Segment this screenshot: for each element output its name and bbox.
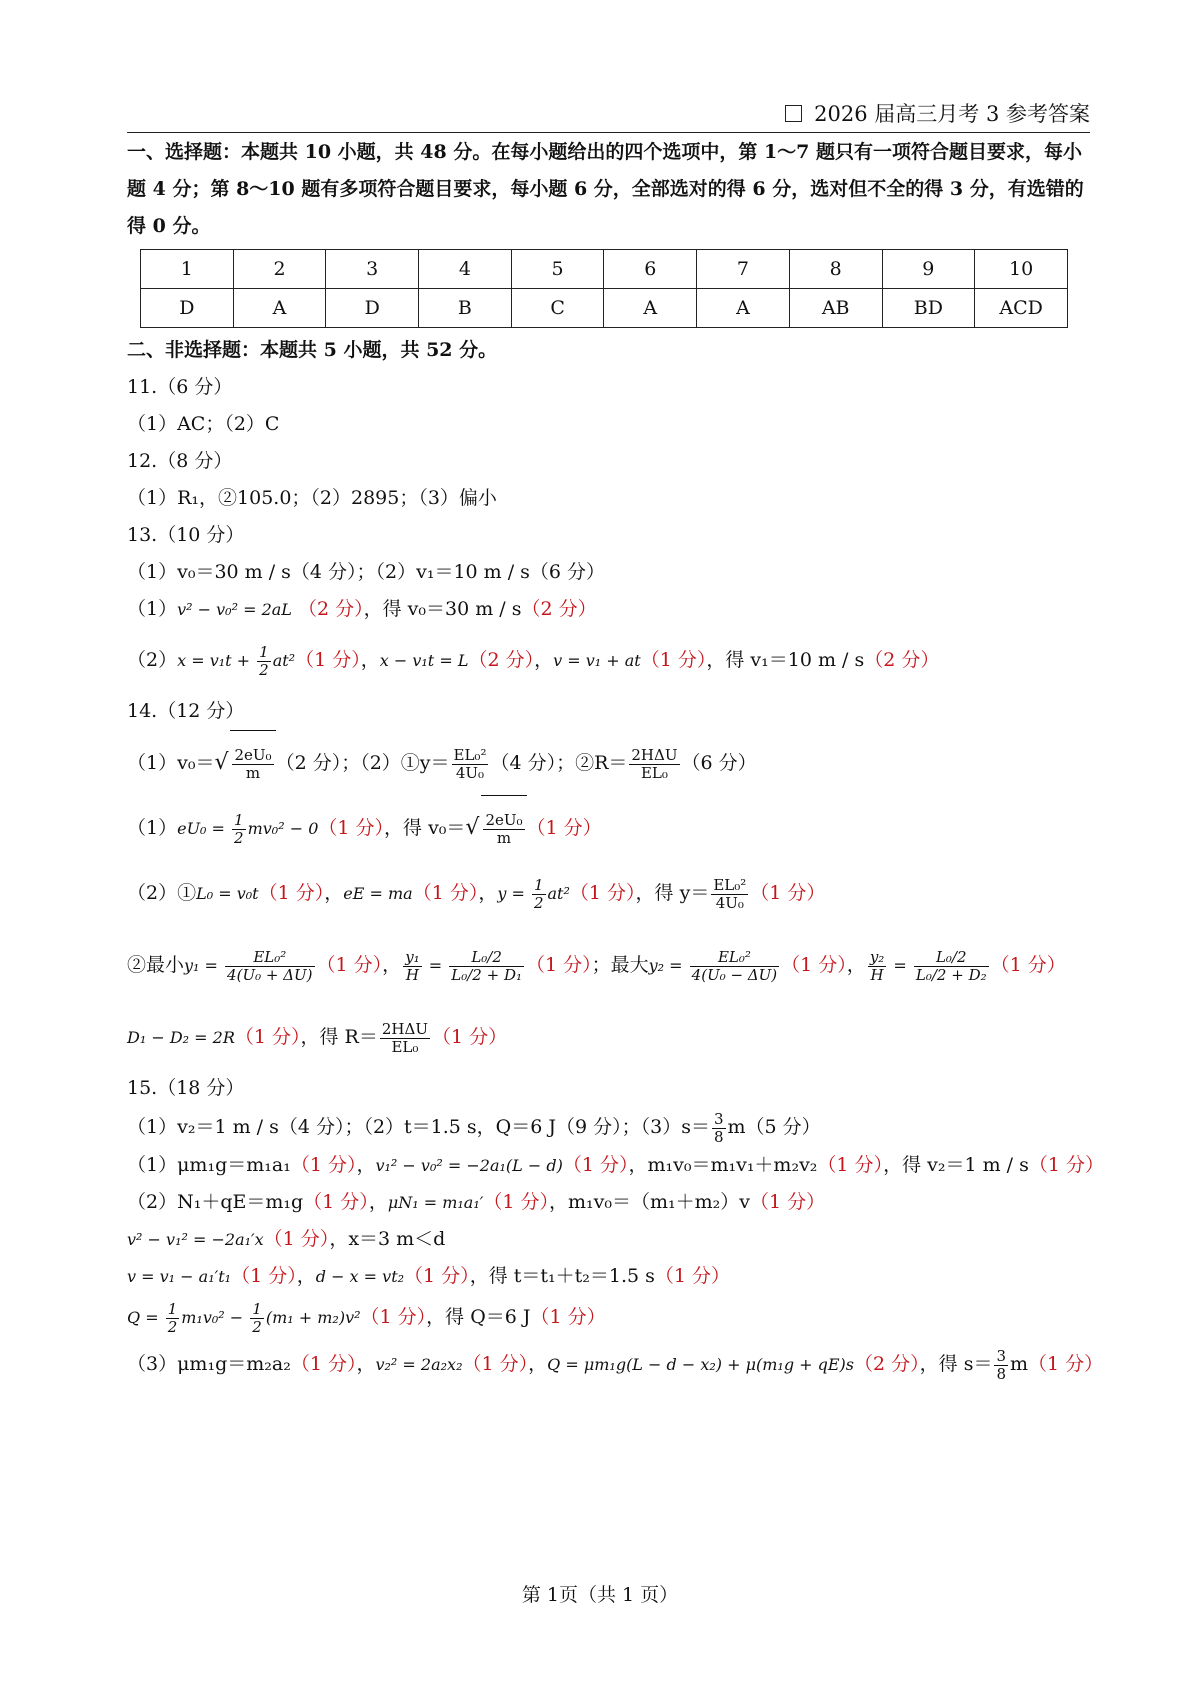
answer-table-number-cell: 8: [789, 250, 882, 289]
answer-table-number-row: [141, 250, 1068, 289]
q13-step-2: （2）x = v₁t + $\frac{1}{2}$ at²（1 分），x − v₁t = L（2 分），v = v₁ + at（1 分），得 v₁＝10 m / s（2 分）: [127, 643, 940, 679]
answer-table-number-cell: 2: [233, 250, 326, 289]
q12-title: 12.（8 分）: [127, 450, 233, 472]
q15-answer: （1）v₂＝1 m / s（4 分）；（2）t＝1.5 s，Q＝6 J（9 分）；（3）s＝ $\frac{3}{8}$ m（5 分）: [127, 1109, 821, 1146]
q13-step-1: （1）v² − v₀² = 2aL （2 分），得 v₀＝30 m / s（2 分）: [127, 598, 597, 620]
q14-step-3: ②最小y₁ = $\frac{\text{EL₀²}}{\text{4(U₀ + ΔU)}}$ （1 分）， $\frac{\text{y₁}}{H}$ = $\frac{\text{L₀/2}}{\text{L₀/2 + D₁}}$ （1 分）；最大y₂ = $\frac{\text{EL₀²}}{\text{4(U₀ − ΔU)}}$ （1 分）， $\frac{\text{y₂}}{H}$ = $\frac{\text{L₀/2}}{\text{L₀/2 + D₂}}$ （1 分）: [127, 948, 1066, 984]
section-2-intro: 二、非选择题：本题共 5 小题，共 52 分。: [127, 339, 498, 361]
answer-table-answer-cell: D: [141, 289, 234, 328]
answer-table-answer-cell: D: [326, 289, 419, 328]
answer-table: [140, 249, 1068, 328]
answer-table-answer-cell: A: [604, 289, 697, 328]
q14-step-4: D₁ − D₂ = 2R（1 分），得 R＝ $\frac{\text{2HΔU}}{\text{EL₀}}$ （1 分）: [127, 1019, 508, 1056]
answer-table-number-cell: 4: [419, 250, 512, 289]
answer-table-answer-cell: B: [419, 289, 512, 328]
page-footer: 第 1页（共 1 页）: [521, 1584, 679, 1606]
q15-step-5: Q = $\frac{1}{2}$ m₁v₀² − $\frac{1}{2}$ (m₁ + m₂)v²（1 分），得 Q＝6 J（1 分）: [127, 1300, 606, 1336]
q11-title: 11.（6 分）: [127, 376, 233, 398]
q15-step-3: v² − v₁² = −2a₁′x（1 分），x＝3 m＜d: [127, 1228, 446, 1250]
answer-table-answer-row: [141, 289, 1068, 328]
q15-step-4: v = v₁ − a₁′t₁（1 分），d − x = vt₂（1 分），得 t＝t₁＋t₂＝1.5 s（1 分）: [127, 1265, 731, 1287]
answer-table-number-cell: 7: [697, 250, 790, 289]
q15-step-1: （1）μm₁g＝m₁a₁（1 分），v₁² − v₀² = −2a₁(L − d)（1 分），m₁v₀＝m₁v₁＋m₂v₂（1 分），得 v₂＝1 m / s（1 分）: [127, 1154, 1104, 1176]
answer-table-number-cell: 5: [511, 250, 604, 289]
answer-table-answer-cell: ACD: [975, 289, 1068, 328]
q15-step-2: （2）N₁＋qE＝m₁g（1 分），μN₁ = m₁a₁′（1 分），m₁v₀＝（m₁＋m₂）v（1 分）: [127, 1191, 826, 1213]
answer-table-number-cell: 3: [326, 250, 419, 289]
answer-table-answer-cell: AB: [789, 289, 882, 328]
checkbox-icon: [785, 105, 802, 122]
header-title: 2026 届高三月考 3 参考答案: [814, 102, 1090, 126]
answer-table-number-cell: 9: [882, 250, 975, 289]
answer-table-answer-cell: A: [233, 289, 326, 328]
answer-table-number-cell: 6: [604, 250, 697, 289]
section-1-intro: 一、选择题：本题共 10 小题，共 48 分。在每小题给出的四个选项中，第 1～7 题只有一项符合题目要求，每小题 4 分；第 8～10 题有多项符合题目要求，每小题 6 分，全部选对的得 6 分，选对但不全的得 3 分，有选错的得 0 分。: [127, 141, 1084, 237]
q15-title: 15.（18 分）: [127, 1077, 245, 1099]
q13-title: 13.（10 分）: [127, 524, 245, 546]
answer-table-answer-cell: A: [697, 289, 790, 328]
q11-answer: （1）AC；（2）C: [127, 413, 280, 435]
q14-step-2: （2）①L₀ = v₀t（1 分），eE = ma（1 分），y = $\frac{1}{2}$ at²（1 分），得 y＝ $\frac{\text{EL₀²}}{\text{4U₀}}$ （1 分）: [127, 875, 826, 912]
content: [127, 134, 1104, 1389]
q15-step-6: （3）μm₁g＝m₂a₂（1 分），v₂² = 2a₂x₂（1 分），Q = μm₁g(L − d − x₂) + μ(m₁g + qE)s（2 分），得 s＝ $\frac{3}{8}$ m（1 分）: [127, 1346, 1104, 1383]
answer-table-number-cell: 1: [141, 250, 234, 289]
answer-table-answer-cell: BD: [882, 289, 975, 328]
page-header: [127, 98, 1090, 133]
q14-step-1: （1）eU₀ = $\frac{1}{2}$ mv₀² − 0（1 分），得 v₀＝√ $\frac{\text{2eU₀}}{m}$ （1 分）: [127, 795, 1092, 861]
q14-title: 14.（12 分）: [127, 700, 245, 722]
answer-table-answer-cell: C: [511, 289, 604, 328]
q13-answer: （1）v₀＝30 m / s（4 分）；（2）v₁＝10 m / s（6 分）: [127, 561, 606, 583]
q14-answer: （1）v₀＝√ $\frac{\text{2eU₀}}{m}$ （2 分）；（2）①y＝ $\frac{\text{EL₀²}}{\text{4U₀}}$ （4 分）；②R＝ $\frac{\text{2HΔU}}{\text{EL₀}}$ （6 分）: [127, 730, 1092, 795]
q12-answer: （1）R₁，②105.0；（2）2895；（3）偏小: [127, 487, 497, 509]
answer-table-number-cell: 10: [975, 250, 1068, 289]
